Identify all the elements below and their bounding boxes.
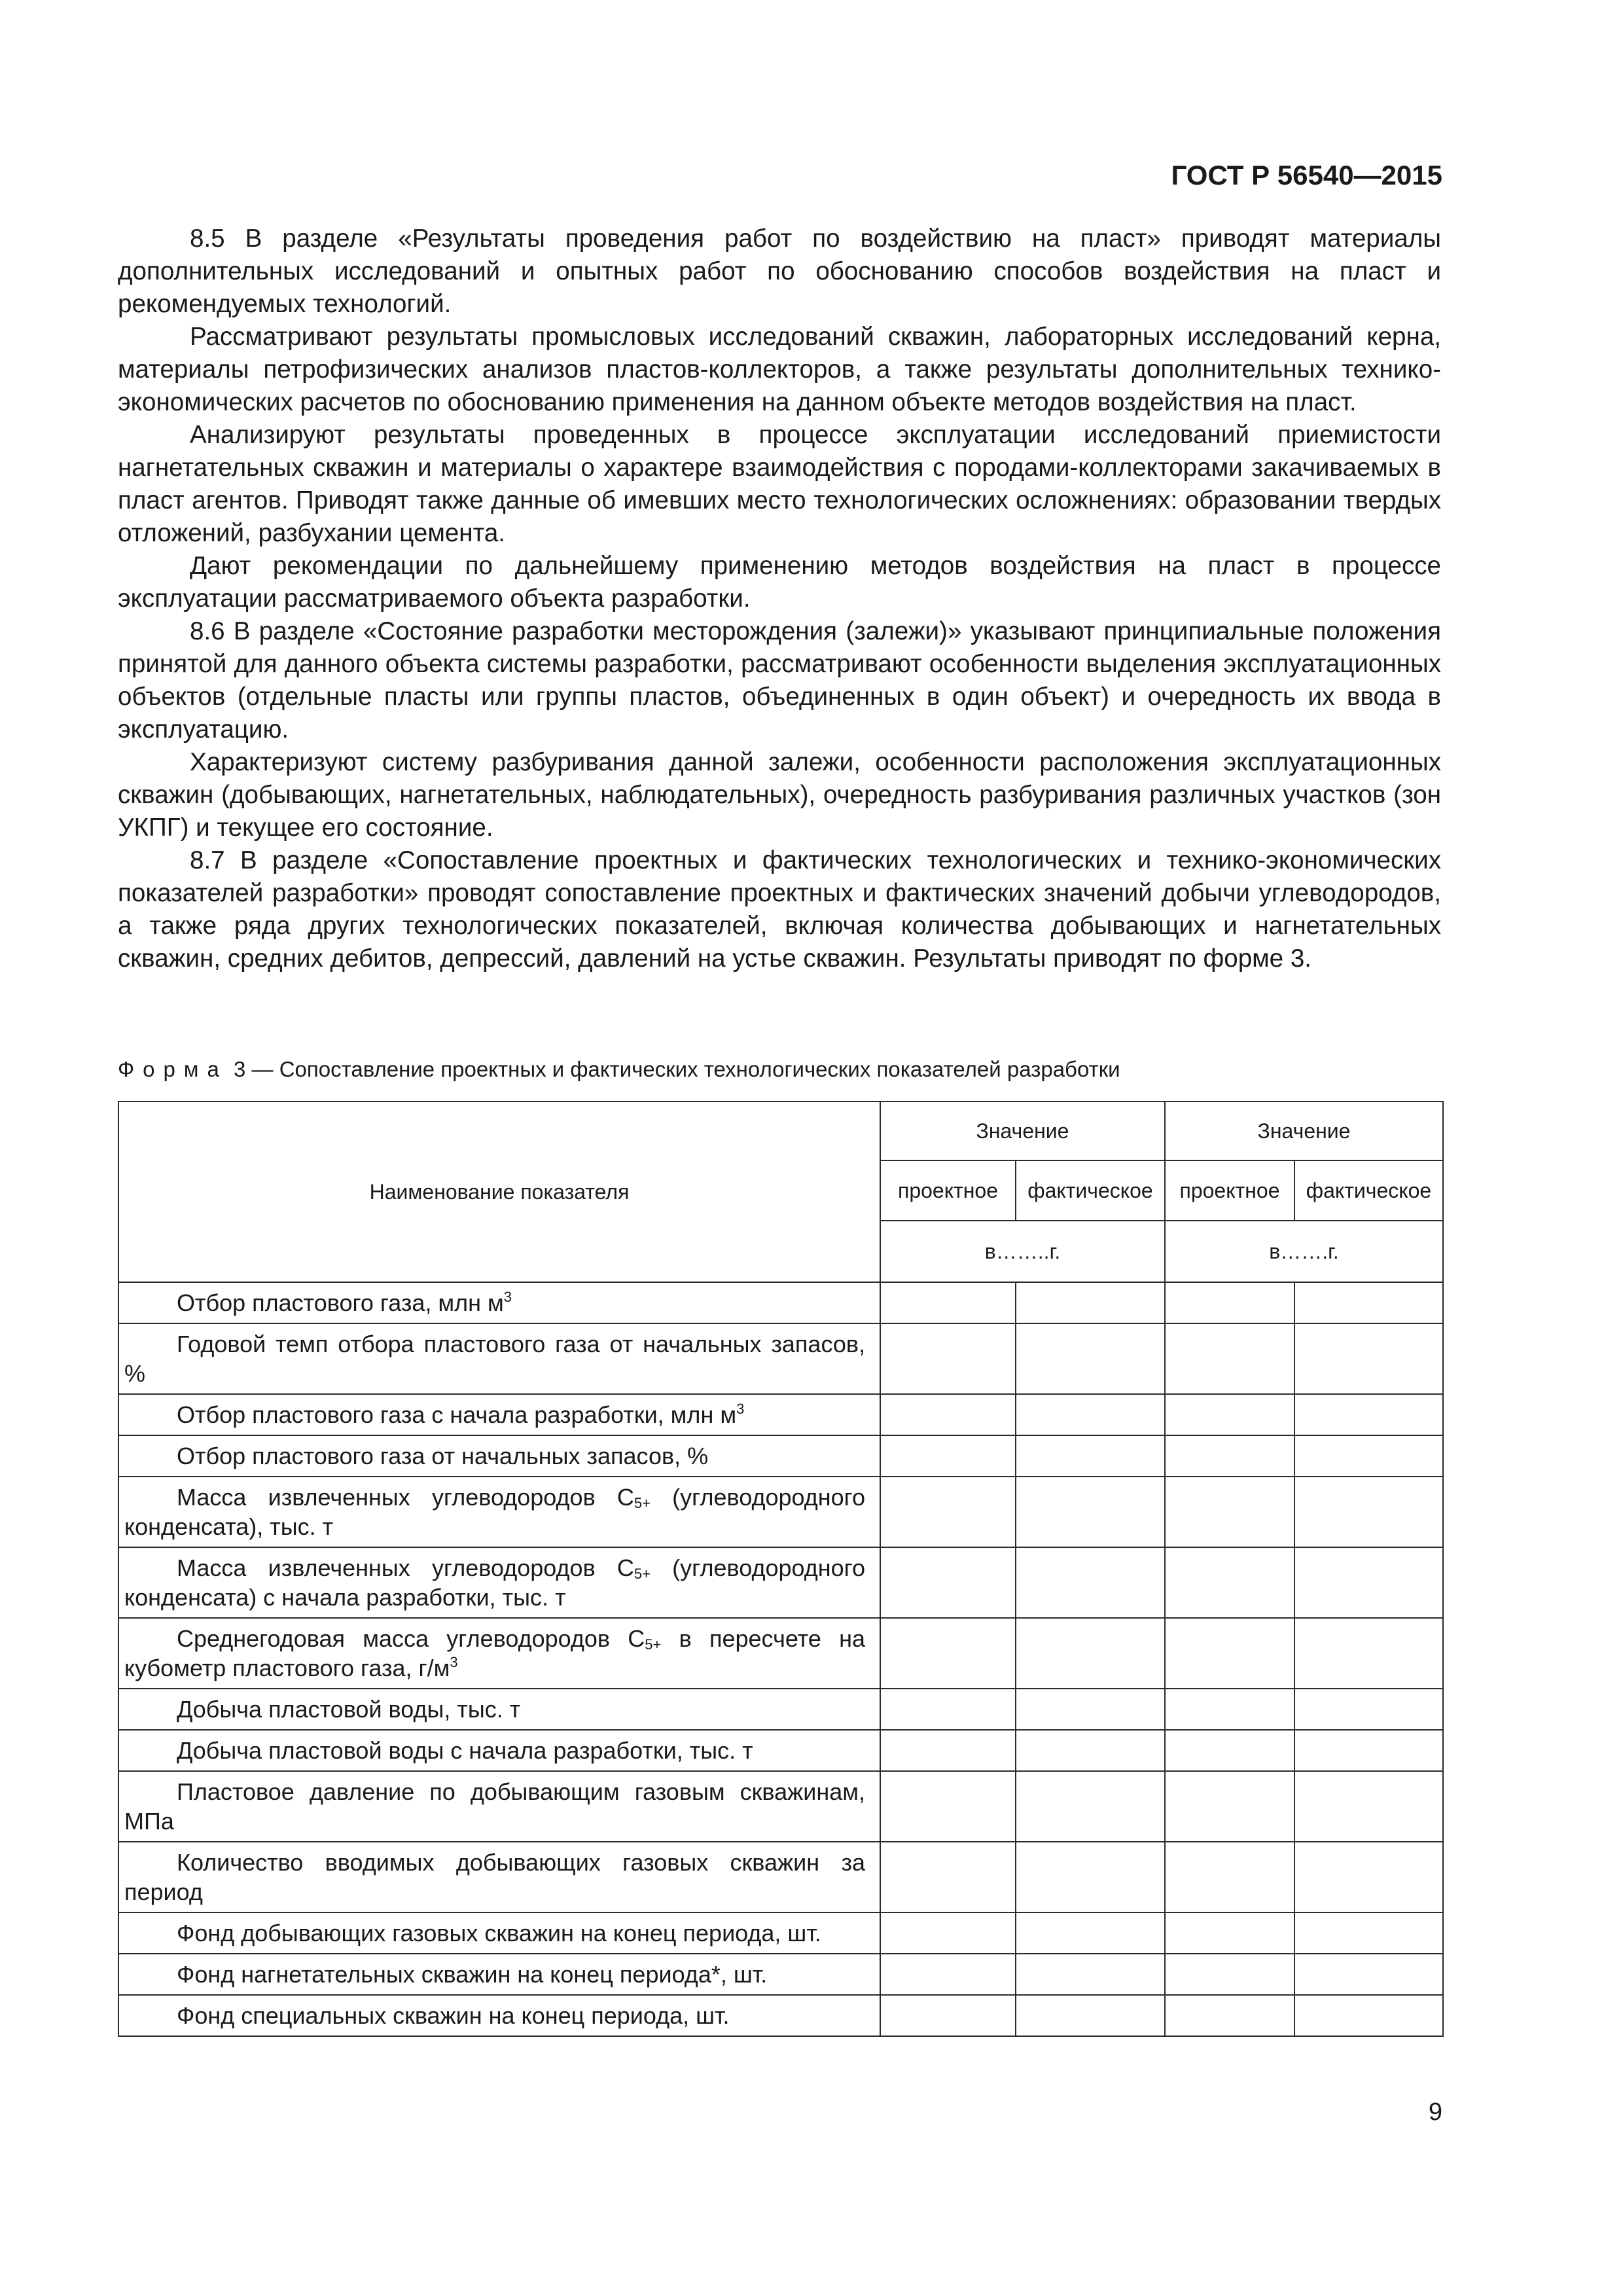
value-cell[interactable] xyxy=(880,1435,1016,1477)
value-cell[interactable] xyxy=(1165,1282,1294,1323)
row-indicator-label: Отбор пластового газа, млн $м^3$ xyxy=(118,1282,880,1323)
row-indicator-label: Пластовое давление по добывающим газовым скважинам, МПа xyxy=(118,1771,880,1842)
paragraph: Анализируют результаты проведенных в процессе эксплуатации исследований приемистости нагнетательных скважин и материалы о характере взаимодействия с породами-коллекторами закачиваемых в пласт агентов. Приводят также данные об имевших место технологических осложнениях: образовании твердых отложений, разбухании цемента. xyxy=(118,421,1441,547)
year-field-2: в…….г. xyxy=(1165,1221,1443,1282)
value-cell[interactable] xyxy=(1294,1547,1443,1618)
table-row xyxy=(118,1477,1443,1547)
table-row xyxy=(118,1618,1443,1689)
paragraph: Дают рекомендации по дальнейшему применению методов воздействия на пласт в процессе эксплуатации рассматриваемого объекта разработки. xyxy=(118,552,1441,613)
value-cell[interactable] xyxy=(880,1689,1016,1730)
value-cell[interactable] xyxy=(1294,1477,1443,1547)
form-caption xyxy=(118,1055,1441,1084)
value-cell[interactable] xyxy=(1165,1435,1294,1477)
paragraph: Рассматривают результаты промысловых исследований скважин, лабораторных исследований керна, материалы петрофизических анализов пластов-коллекторов, а также результаты дополнительных технико-экономических расчетов по обоснованию применения на данном объекте методов воздействия на пласт. xyxy=(118,323,1441,416)
value-cell[interactable] xyxy=(1294,1689,1443,1730)
row-indicator-label: Фонд специальных скважин на конец периода, шт. xyxy=(118,1995,880,2036)
table-row xyxy=(118,1282,1443,1323)
table-row xyxy=(118,1547,1443,1618)
table-row xyxy=(118,1995,1443,2036)
row-indicator-label: Фонд нагнетательных скважин на конец периода*, шт. xyxy=(118,1954,880,1995)
value-cell[interactable] xyxy=(1016,1912,1165,1954)
value-cell[interactable] xyxy=(1165,1618,1294,1689)
value-cell[interactable] xyxy=(1294,1394,1443,1435)
value-cell[interactable] xyxy=(880,1842,1016,1912)
value-cell[interactable] xyxy=(1165,1547,1294,1618)
value-cell[interactable] xyxy=(880,1477,1016,1547)
value-cell[interactable] xyxy=(1016,1618,1165,1689)
form-3-table xyxy=(118,1101,1444,2037)
body-text xyxy=(118,223,1441,975)
row-indicator-label: Масса извлеченных углеводородов $С_{5+}$ (углеводородного конденсата) с начала разработки, тыс. т xyxy=(118,1547,880,1618)
row-indicator-label: Фонд добывающих газовых скважин на конец периода, шт. xyxy=(118,1912,880,1954)
value-cell[interactable] xyxy=(1294,1618,1443,1689)
value-cell[interactable] xyxy=(880,1282,1016,1323)
value-cell[interactable] xyxy=(1016,1323,1165,1394)
table-row xyxy=(118,1394,1443,1435)
value-cell[interactable] xyxy=(880,1547,1016,1618)
table-row xyxy=(118,1689,1443,1730)
row-indicator-label: Количество вводимых добывающих газовых скважин за период xyxy=(118,1842,880,1912)
value-cell[interactable] xyxy=(880,1771,1016,1842)
value-cell[interactable] xyxy=(1294,1954,1443,1995)
column-group-value-2: Значение xyxy=(1165,1102,1443,1160)
value-cell[interactable] xyxy=(1016,1435,1165,1477)
paragraph: 8.6 В разделе «Состояние разработки месторождения (залежи)» указывают принципиальные положения принятой для данного объекта системы разработки, рассматривают особенности выделения эксплуатационных объектов (отдельные пласты или группы пластов, объединенных в один объект) и очередность их ввода в эксплуатацию. xyxy=(118,617,1441,744)
paragraph: Характеризуют систему разбуривания данной залежи, особенности расположения эксплуатационных скважин (добывающих, нагнетательных, наблюдательных), очередность разбуривания различных участков (зон УКПГ) и текущее его состояние. xyxy=(118,748,1441,842)
table-row xyxy=(118,1730,1443,1771)
value-cell[interactable] xyxy=(880,1954,1016,1995)
table-row xyxy=(118,1435,1443,1477)
value-cell[interactable] xyxy=(1016,1282,1165,1323)
value-cell[interactable] xyxy=(1294,1771,1443,1842)
row-indicator-label: Добыча пластовой воды, тыс. т xyxy=(118,1689,880,1730)
value-cell[interactable] xyxy=(1016,1394,1165,1435)
value-cell[interactable] xyxy=(1294,1282,1443,1323)
value-cell[interactable] xyxy=(1294,1995,1443,2036)
column-design-1: проектное xyxy=(880,1160,1016,1221)
table-row xyxy=(118,1912,1443,1954)
value-cell[interactable] xyxy=(1016,1995,1165,2036)
table-row xyxy=(118,1842,1443,1912)
column-actual-1: фактическое xyxy=(1016,1160,1165,1221)
document-code: ГОСТ Р 56540—2015 xyxy=(1171,160,1442,190)
value-cell[interactable] xyxy=(1165,1995,1294,2036)
column-header-indicator: Наименование показателя xyxy=(118,1102,880,1282)
value-cell[interactable] xyxy=(1016,1547,1165,1618)
row-indicator-label: Среднегодовая масса углеводородов $С_{5+}$ в пересчете на кубометр пластового газа, $г/м^3$ xyxy=(118,1618,880,1689)
value-cell[interactable] xyxy=(1294,1435,1443,1477)
table-row xyxy=(118,1771,1443,1842)
row-indicator-label: Отбор пластового газа от начальных запасов, % xyxy=(118,1435,880,1477)
value-cell[interactable] xyxy=(880,1995,1016,2036)
form-caption-title: 3 — Сопоставление проектных и фактических технологических показателей разработки xyxy=(234,1057,1120,1081)
value-cell[interactable] xyxy=(1165,1689,1294,1730)
value-cell[interactable] xyxy=(1165,1771,1294,1842)
value-cell[interactable] xyxy=(1016,1771,1165,1842)
value-cell[interactable] xyxy=(1294,1323,1443,1394)
value-cell[interactable] xyxy=(1016,1689,1165,1730)
row-indicator-label: Добыча пластовой воды с начала разработки, тыс. т xyxy=(118,1730,880,1771)
value-cell[interactable] xyxy=(880,1730,1016,1771)
table-row xyxy=(118,1954,1443,1995)
value-cell[interactable] xyxy=(880,1394,1016,1435)
paragraph: 8.5 В разделе «Результаты проведения работ по воздействию на пласт» приводят материалы дополнительных исследований и опытных работ по обоснованию способов воздействия на пласт и рекомендуемых технологий. xyxy=(118,224,1441,318)
value-cell[interactable] xyxy=(1016,1842,1165,1912)
value-cell[interactable] xyxy=(1165,1477,1294,1547)
value-cell[interactable] xyxy=(1016,1477,1165,1547)
value-cell[interactable] xyxy=(1016,1954,1165,1995)
row-indicator-label: Годовой темп отбора пластового газа от начальных запасов, % xyxy=(118,1323,880,1394)
value-cell[interactable] xyxy=(880,1618,1016,1689)
value-cell[interactable] xyxy=(880,1323,1016,1394)
value-cell[interactable] xyxy=(1165,1730,1294,1771)
table-row xyxy=(118,1323,1443,1394)
value-cell[interactable] xyxy=(1016,1730,1165,1771)
value-cell[interactable] xyxy=(1294,1842,1443,1912)
value-cell[interactable] xyxy=(1165,1912,1294,1954)
value-cell[interactable] xyxy=(1294,1730,1443,1771)
row-indicator-label: Отбор пластового газа с начала разработки, млн $м^3$ xyxy=(118,1394,880,1435)
column-actual-2: фактическое xyxy=(1294,1160,1443,1221)
paragraph: 8.7 В разделе «Сопоставление проектных и фактических технологических и технико-экономических показателей разработки» проводят сопоставление проектных и фактических значений добычи углеводородов, а также ряда других технологических показателей, включая количества добывающих и нагнетательных скважин, средних дебитов, депрессий, давлений на устье скважин. Результаты приводят по форме 3. xyxy=(118,846,1441,973)
value-cell[interactable] xyxy=(1165,1954,1294,1995)
row-indicator-label: Масса извлеченных углеводородов $С_{5+}$ (углеводородного конденсата), тыс. т xyxy=(118,1477,880,1547)
value-cell[interactable] xyxy=(880,1912,1016,1954)
column-group-value-1: Значение xyxy=(880,1102,1165,1160)
form-caption-word: Форма xyxy=(118,1057,228,1081)
value-cell[interactable] xyxy=(1165,1323,1294,1394)
column-design-2: проектное xyxy=(1165,1160,1294,1221)
table-header-row xyxy=(118,1102,1443,1160)
value-cell[interactable] xyxy=(1165,1394,1294,1435)
year-field-1: в……..г. xyxy=(880,1221,1165,1282)
value-cell[interactable] xyxy=(1294,1912,1443,1954)
value-cell[interactable] xyxy=(1165,1842,1294,1912)
page-number: 9 xyxy=(1428,2098,1442,2126)
